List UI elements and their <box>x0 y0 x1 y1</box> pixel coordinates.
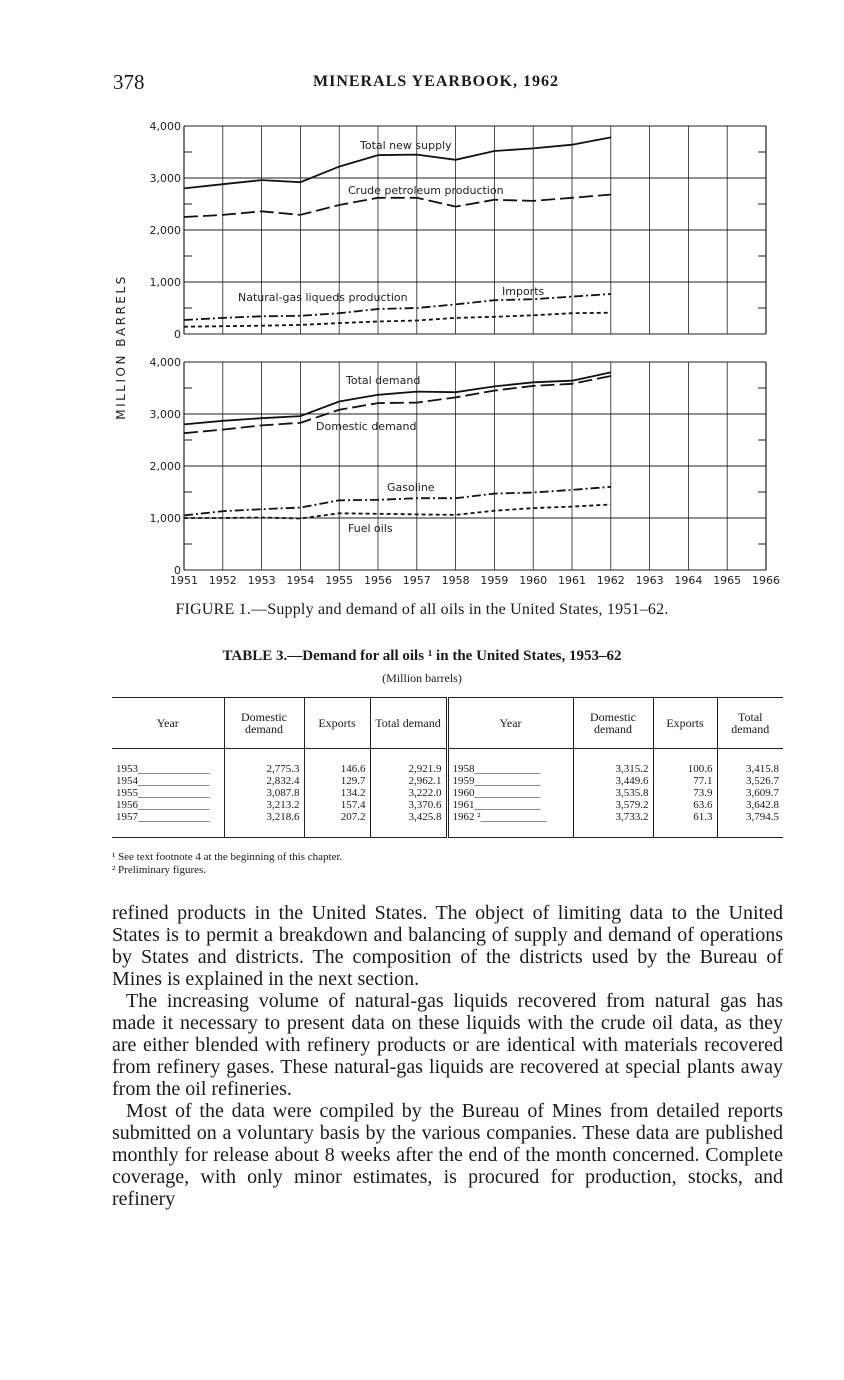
cell-text: 1955 <box>116 787 138 799</box>
cell-text: 3,535.8 <box>615 787 649 799</box>
year-cell <box>447 775 573 787</box>
y-tick-label: 4,000 <box>149 356 181 369</box>
y-tick-label: 3,000 <box>149 172 181 185</box>
table-row <box>112 811 783 838</box>
label-crude-production: Crude petroleum production <box>348 184 504 197</box>
value-cell <box>653 763 717 775</box>
value-cell <box>224 811 304 838</box>
table-row <box>112 775 783 787</box>
cell-text: 3,087.8 <box>266 787 300 799</box>
cell-text: 73.9 <box>693 787 713 799</box>
y-tick-label: 1,000 <box>149 276 181 289</box>
year-cell <box>447 799 573 811</box>
x-tick-label: 1956 <box>364 574 392 587</box>
value-cell <box>304 787 370 799</box>
x-tick-label: 1961 <box>558 574 586 587</box>
value-cell <box>573 763 653 775</box>
x-tick-label: 1954 <box>286 574 315 587</box>
value-cell <box>370 763 447 775</box>
footnote: ² Preliminary figures. <box>112 864 207 876</box>
dot-leader: _____________ <box>138 799 210 811</box>
y-tick-label: 2,000 <box>149 460 181 473</box>
col-header: Year <box>447 698 573 749</box>
label-imports: Imports <box>502 285 545 298</box>
label-ngl-production: Natural-gas liqueds production <box>238 291 408 304</box>
cell-text: 3,218.6 <box>266 811 300 823</box>
year-cell <box>447 811 573 838</box>
cell-text: 134.2 <box>340 787 366 799</box>
col-header: Year <box>112 698 224 749</box>
cell-text: 3,526.7 <box>746 775 779 787</box>
x-tick-label: 1965 <box>713 574 742 587</box>
year-cell <box>112 787 224 799</box>
value-cell <box>717 775 783 787</box>
value-cell <box>224 763 304 775</box>
cell-text: 1953 <box>116 763 138 775</box>
x-tick-label: 1964 <box>674 574 703 587</box>
cell-text: 2,962.1 <box>408 775 442 787</box>
year-cell <box>112 799 224 811</box>
table-row <box>112 763 783 775</box>
year-cell <box>112 763 224 775</box>
cell-text: 1957 <box>116 811 138 823</box>
cell-text: 157.4 <box>340 799 366 811</box>
value-cell <box>653 775 717 787</box>
col-header: Exports <box>304 698 370 749</box>
value-cell <box>717 787 783 799</box>
dot-leader: _____________ <box>138 775 210 787</box>
dot-leader: _____________ <box>138 763 210 775</box>
paragraph: Most of the data were compiled by the Bureau of Mines from detailed reports submitted on a voluntary basis by the various companies. These data are published monthly for release about 8 weeks after the end of the month concerned. Complete coverage, with only minor estimates, is procured for production, stocks, and refinery <box>112 1100 783 1210</box>
cell-text: 3,222.0 <box>408 787 442 799</box>
label-total-new-supply: Total new supply <box>360 139 452 152</box>
cell-text: 3,642.8 <box>746 799 779 811</box>
year-cell <box>112 811 224 838</box>
cell-text: 3,415.8 <box>746 763 779 775</box>
value-cell <box>573 811 653 838</box>
cell-text: 63.6 <box>693 799 713 811</box>
col-header: Domestic demand <box>573 698 653 749</box>
supply-panel <box>150 120 767 341</box>
value-cell <box>653 811 717 838</box>
cell-text: 3,425.8 <box>408 811 442 823</box>
col-header: Total demand <box>717 698 783 749</box>
value-cell <box>573 775 653 787</box>
x-tick-label: 1960 <box>519 574 548 587</box>
year-cell <box>447 787 573 799</box>
cell-text: 1962 ² <box>452 811 481 823</box>
value-cell <box>717 811 783 838</box>
figure-caption: FIGURE 1.—Supply and demand of all oils in the United States, 1951–62. <box>175 601 669 618</box>
paragraph: refined products in the United States. The object of limiting data to the United States is to permit a breakdown and balancing of supply and demand of operations by States and districts. The composition of the districts used by the Bureau of Mines is explained in the next section. <box>112 902 783 990</box>
x-tick-label: 1951 <box>170 574 198 587</box>
year-cell <box>112 775 224 787</box>
label-domestic-demand: Domestic demand <box>316 420 417 433</box>
value-cell <box>717 799 783 811</box>
x-tick-label: 1955 <box>325 574 354 587</box>
demand-table <box>112 697 783 838</box>
col-header: Total demand <box>370 698 447 749</box>
y-tick-label: 1,000 <box>149 512 181 525</box>
label-total-demand: Total demand <box>346 374 421 387</box>
y-tick-label: 3,000 <box>149 408 181 421</box>
value-cell <box>573 799 653 811</box>
x-tick-label: 1953 <box>247 574 276 587</box>
cell-text: 1954 <box>116 775 138 787</box>
cell-text: 1958 <box>452 763 475 775</box>
value-cell <box>224 787 304 799</box>
cell-text: 1960 <box>452 787 475 799</box>
cell-text: 129.7 <box>340 775 366 787</box>
table-footnotes <box>112 851 342 877</box>
label-fuel-oils: Fuel oils <box>348 522 393 535</box>
value-cell <box>370 787 447 799</box>
value-cell <box>224 775 304 787</box>
dot-leader: _____________ <box>138 787 210 799</box>
col-header: Exports <box>653 698 717 749</box>
cell-text: 3,579.2 <box>615 799 649 811</box>
table-header-row <box>112 698 783 749</box>
body-text <box>112 902 783 1210</box>
value-cell <box>304 775 370 787</box>
page-number: 378 <box>113 70 145 94</box>
page-header <box>113 70 783 96</box>
cell-text: 3,449.6 <box>615 775 649 787</box>
dot-leader: ____________ <box>474 775 541 787</box>
x-tick-label: 1963 <box>635 574 664 587</box>
x-tick-label: 1959 <box>480 574 509 587</box>
value-cell <box>224 799 304 811</box>
cell-text: 2,921.9 <box>408 763 442 775</box>
cell-text: 61.3 <box>693 811 713 823</box>
dot-leader: _____________ <box>138 811 210 823</box>
demand-panel <box>150 356 781 587</box>
footnote: ¹ See text footnote 4 at the beginning of this chapter. <box>112 851 343 863</box>
cell-text: 2,832.4 <box>266 775 300 787</box>
y-tick-label: 0 <box>174 564 181 577</box>
year-cell <box>447 763 573 775</box>
value-cell <box>717 763 783 775</box>
y-axis-label: MILLION BARRELS <box>114 274 128 420</box>
running-title: MINERALS YEARBOOK, 1962 <box>313 73 559 90</box>
dot-leader: ____________ <box>480 811 547 823</box>
x-tick-label: 1952 <box>208 574 237 587</box>
value-cell <box>370 775 447 787</box>
dot-leader: ____________ <box>474 787 541 799</box>
dot-leader: ____________ <box>474 799 541 811</box>
table-row <box>112 799 783 811</box>
value-cell <box>370 799 447 811</box>
paragraph: The increasing volume of natural-gas liquids recovered from natural gas has made it necessary to present data on these liquids with the crude oil data, as they are either blended with refinery products or are identical with materials recovered from refinery gases. These natural-gas liquids are recovered at special plants away from the oil refineries. <box>112 990 783 1100</box>
cell-text: 1956 <box>116 799 138 811</box>
cell-text: 77.1 <box>693 775 713 787</box>
value-cell <box>370 811 447 838</box>
y-tick-label: 2,000 <box>149 224 181 237</box>
cell-text: 1961 <box>452 799 475 811</box>
cell-text: 3,794.5 <box>746 811 779 823</box>
value-cell <box>573 787 653 799</box>
dot-leader: ____________ <box>474 763 541 775</box>
cell-text: 3,213.2 <box>266 799 300 811</box>
value-cell <box>653 799 717 811</box>
cell-text: 3,609.7 <box>746 787 779 799</box>
table-row <box>112 787 783 799</box>
value-cell <box>653 787 717 799</box>
supply-demand-chart <box>100 112 790 592</box>
cell-text: 3,370.6 <box>408 799 442 811</box>
x-tick-label: 1966 <box>752 574 780 587</box>
cell-text: 1959 <box>452 775 475 787</box>
col-header: Domestic demand <box>224 698 304 749</box>
cell-text: 207.2 <box>340 811 366 823</box>
series-line <box>184 313 611 327</box>
cell-text: 3,733.2 <box>615 811 649 823</box>
y-tick-label: 4,000 <box>149 120 181 133</box>
table-unit: (Million barrels) <box>382 671 462 685</box>
table-title: TABLE 3.—Demand for all oils ¹ in the United States, 1953–62 <box>222 648 622 664</box>
cell-text: 100.6 <box>687 763 713 775</box>
cell-text: 3,315.2 <box>615 763 649 775</box>
value-cell <box>304 763 370 775</box>
y-tick-label: 0 <box>174 328 181 341</box>
x-tick-label: 1962 <box>596 574 625 587</box>
table-body <box>112 749 783 838</box>
x-tick-label: 1957 <box>402 574 431 587</box>
cell-text: 146.6 <box>340 763 366 775</box>
cell-text: 2,775.3 <box>266 763 300 775</box>
value-cell <box>304 799 370 811</box>
x-tick-label: 1958 <box>441 574 470 587</box>
label-gasoline: Gasoline <box>387 481 435 494</box>
value-cell <box>304 811 370 838</box>
series-line <box>184 195 611 217</box>
series-line <box>184 505 611 519</box>
